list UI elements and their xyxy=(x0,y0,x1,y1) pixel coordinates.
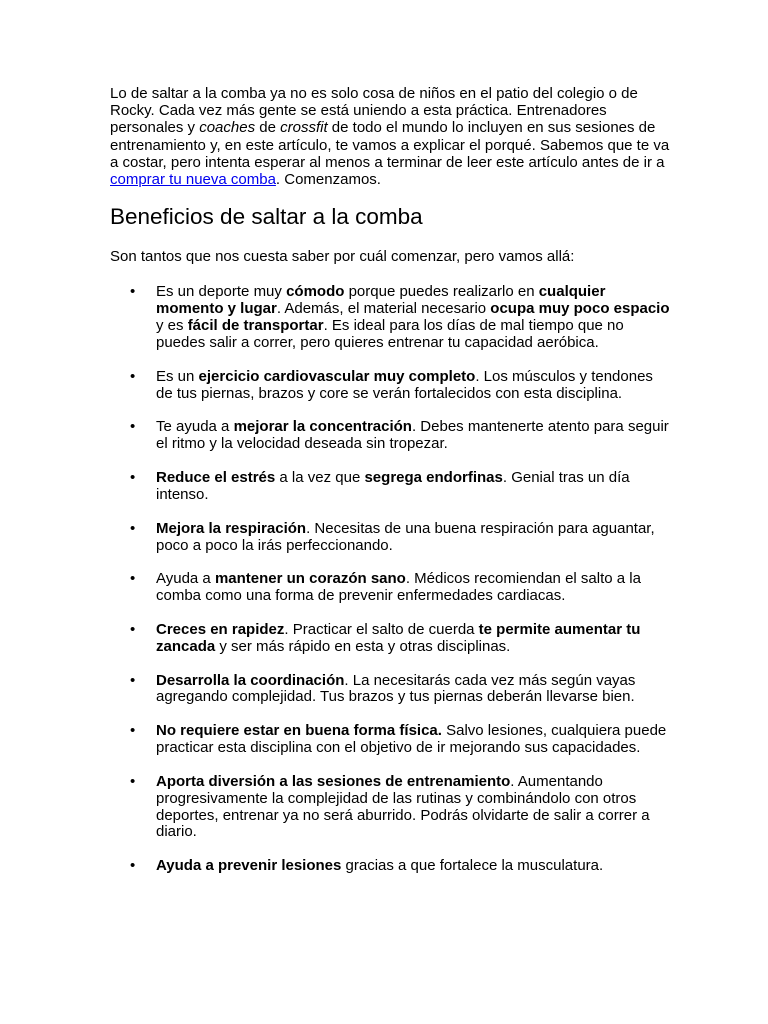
item-text: Ayuda a xyxy=(156,570,215,588)
list-item xyxy=(110,284,670,352)
item-text: gracias a que fortalece la musculatura. xyxy=(341,857,604,875)
intro-text: Lo de saltar a la comba ya no es solo cosa de niños en el patio del colegio o de Rocky. Cada vez más gente se está uniendo a esta práctica. Entrenadores personales y xyxy=(110,85,638,137)
item-text: . Debes mantenerte atento para seguir el ritmo y la velocidad deseada sin tropezar. xyxy=(156,418,669,453)
item-text: . La necesitarás cada vez más según vayas agregando complejidad. Tus brazos y tus piernas deberán llevarse bien. xyxy=(156,671,636,706)
item-bold-text: Desarrolla la coordinación xyxy=(156,671,345,689)
list-item xyxy=(110,521,670,555)
bullet-icon: • xyxy=(130,367,136,385)
list-item xyxy=(110,673,670,707)
document-page xyxy=(110,85,670,892)
item-bold-text: mantener un corazón sano xyxy=(214,570,406,588)
intro-crossfit: crossfit xyxy=(280,119,328,137)
item-bold-text: Ayuda a prevenir lesiones xyxy=(156,857,342,875)
item-bold-text: te permite aumentar tu zancada xyxy=(156,620,641,655)
item-text: porque puedes realizarlo en xyxy=(344,283,539,301)
item-text: Salvo lesiones, cualquiera puede practicar esta disciplina con el objetivo de ir mejorando sus capacidades. xyxy=(156,722,667,757)
item-bold-text: Reduce el estrés xyxy=(156,469,276,487)
item-text: a la vez que xyxy=(275,469,365,487)
lead-paragraph: Son tantos que nos cuesta saber por cuál comenzar, pero vamos allá: xyxy=(110,248,575,266)
item-text: y es xyxy=(156,317,188,335)
item-text: . Médicos recomiendan el salto a la comba como una forma de prevenir enfermedades cardiacas. xyxy=(156,570,641,605)
list-item xyxy=(110,571,670,605)
item-bold-text: segrega endorfinas xyxy=(364,469,503,487)
intro-text: de xyxy=(255,119,281,137)
item-bold-text: cómodo xyxy=(286,283,345,301)
item-text: . Además, el material necesario xyxy=(276,300,491,318)
item-text: Te ayuda a xyxy=(156,418,234,436)
bullet-icon: • xyxy=(130,671,136,689)
bullet-icon: • xyxy=(130,469,136,487)
benefits-list xyxy=(110,284,670,875)
list-item xyxy=(110,470,670,504)
item-text: . Los músculos y tendones de tus piernas, brazos y core se verán fortalecidos con esta disciplina. xyxy=(156,367,653,402)
bullet-icon: • xyxy=(130,418,136,436)
intro-coaches: coaches xyxy=(199,119,256,137)
buy-rope-link[interactable]: comprar tu nueva comba xyxy=(110,171,276,189)
bullet-icon: • xyxy=(130,772,136,790)
list-item xyxy=(110,723,670,757)
list-item xyxy=(110,419,670,453)
bullet-icon: • xyxy=(130,570,136,588)
item-bold-text: Creces en rapidez xyxy=(156,620,285,638)
list-item xyxy=(110,622,670,656)
item-text: Es un deporte muy xyxy=(156,283,287,301)
bullet-icon: • xyxy=(130,722,136,740)
item-bold-text: mejorar la concentración xyxy=(233,418,412,436)
item-text: y ser más rápido en esta y otras disciplinas. xyxy=(215,637,511,655)
section-heading: Beneficios de saltar a la comba xyxy=(110,204,423,230)
list-item xyxy=(110,774,670,842)
item-bold-text: Mejora la respiración xyxy=(156,519,307,537)
intro-text: de todo el mundo lo incluyen en sus sesiones de entrenamiento y, en este artículo, te vamos a explicar el porqué. Sabemos que te va a costar, pero intenta esperar al menos a terminar de leer este artículo antes de ir a xyxy=(110,119,670,171)
item-text: . Es ideal para los días de mal tiempo que no puedes salir a correr, pero quieres entrenar tu capacidad aeróbica. xyxy=(156,317,624,352)
list-item xyxy=(110,369,670,403)
item-text: Es un xyxy=(156,367,199,385)
bullet-icon: • xyxy=(130,620,136,638)
intro-text: . Comenzamos. xyxy=(275,171,381,189)
item-bold-text: fácil de transportar xyxy=(187,317,324,335)
item-bold-text: ocupa muy poco espacio xyxy=(490,300,670,318)
item-bold-text: Aporta diversión a las sesiones de entrenamiento xyxy=(156,772,511,790)
item-bold-text: cualquier momento y lugar xyxy=(156,283,606,318)
intro-paragraph xyxy=(110,85,670,188)
item-text: . Genial tras un día intenso. xyxy=(156,469,630,503)
list-item xyxy=(110,858,670,875)
item-text: . Aumentando progresivamente la complejidad de las rutinas y combinándolo con otros deportes, entrenar ya no será aburrido. Podrás olvidarte de salir a correr a diario. xyxy=(156,772,650,841)
bullet-icon: • xyxy=(130,857,136,875)
bullet-icon: • xyxy=(130,519,136,537)
item-text: . Necesitas de una buena respiración para aguantar, poco a poco la irás perfeccionando. xyxy=(156,519,655,554)
bullet-icon: • xyxy=(130,283,136,301)
item-text: . Practicar el salto de cuerda xyxy=(284,620,479,638)
item-bold-text: ejercicio cardiovascular muy completo xyxy=(198,367,476,385)
item-bold-text: No requiere estar en buena forma física. xyxy=(156,722,442,740)
